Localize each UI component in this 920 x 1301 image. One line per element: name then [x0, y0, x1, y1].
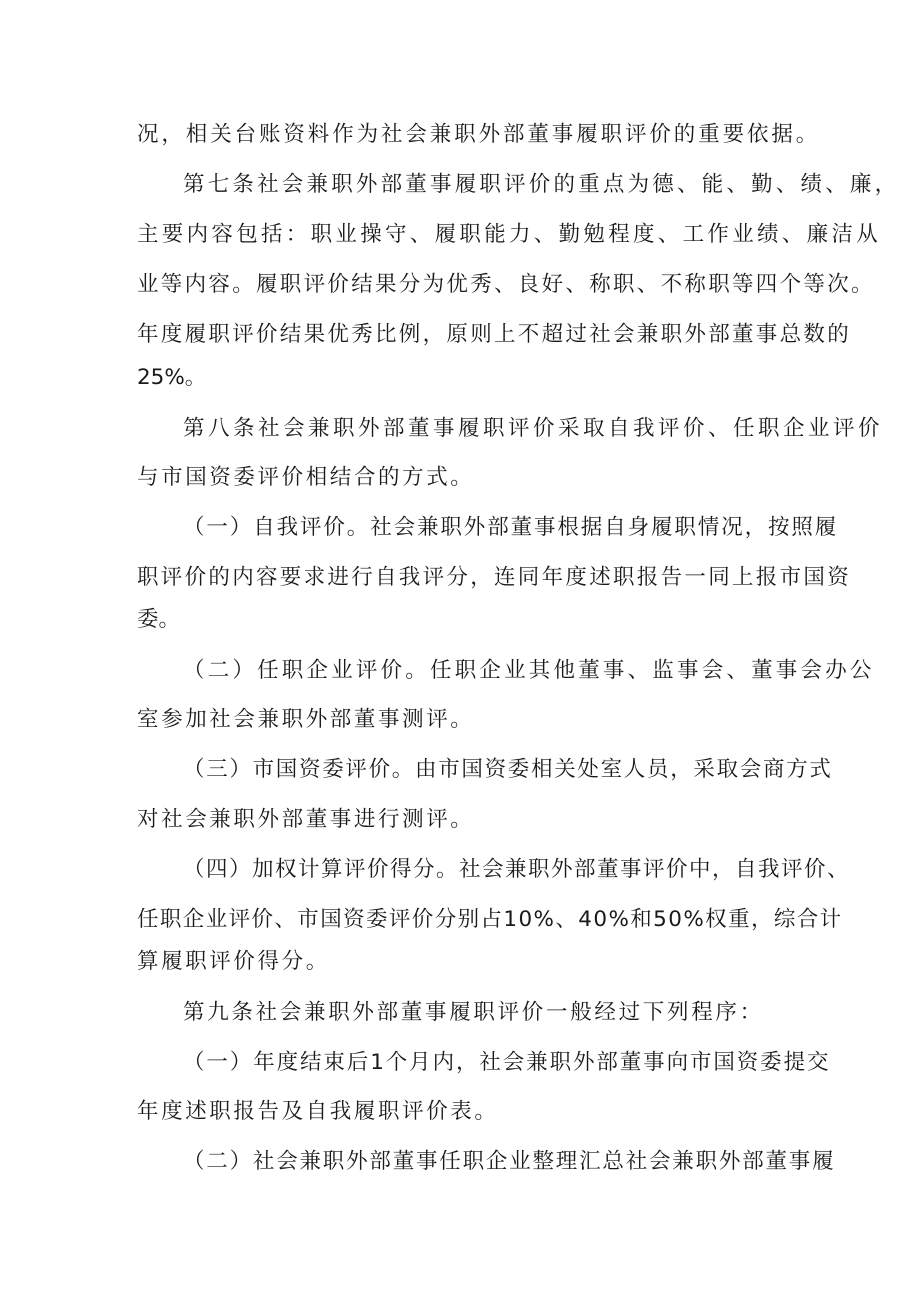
list-item-line: （一）自我评价。社会兼职外部董事根据自身履职情况，按照履: [183, 515, 839, 540]
paragraph-line: 况，相关台账资料作为社会兼职外部董事履职评价的重要依据。: [137, 122, 821, 147]
paragraph-line: 与市国资委评价相结合的方式。: [137, 465, 475, 490]
paragraph-line: 25%。: [137, 365, 207, 390]
paragraph-line: 主要内容包括：职业操守、履职能力、勤勉程度、工作业绩、廉洁从: [137, 222, 882, 247]
paragraph-line: 室参加社会兼职外部董事测评。: [137, 707, 475, 732]
article-8-heading-line: 第八条社会兼职外部董事履职评价采取自我评价、任职企业评价: [183, 416, 884, 441]
list-item-line: （一）年度结束后1个月内，社会兼职外部董事向市国资委提交: [183, 1050, 831, 1075]
paragraph-line: 任职企业评价、市国资委评价分别占10%、40%和50%权重，综合计: [137, 907, 843, 932]
paragraph-line: 年度履职评价结果优秀比例，原则上不超过社会兼职外部董事总数的: [137, 322, 852, 347]
paragraph-line: 业等内容。履职评价结果分为优秀、良好、称职、不称职等四个等次。: [137, 272, 875, 297]
paragraph-line: 算履职评价得分。: [137, 949, 330, 974]
article-9-heading-line: 第九条社会兼职外部董事履职评价一般经过下列程序：: [183, 1000, 764, 1025]
list-item-line: （二）任职企业评价。任职企业其他董事、监事会、董事会办公: [183, 658, 875, 683]
paragraph-line: 对社会兼职外部董事进行测评。: [137, 807, 475, 832]
list-item-line: （四）加权计算评价得分。社会兼职外部董事评价中，自我评价、: [183, 857, 851, 882]
article-7-heading-line: 第七条社会兼职外部董事履职评价的重点为德、能、勤、绩、廉，: [183, 172, 900, 197]
paragraph-line: 委。: [137, 607, 181, 632]
paragraph-line: 年度述职报告及自我履职评价表。: [137, 1099, 499, 1124]
paragraph-line: 职评价的内容要求进行自我评分，连同年度述职报告一同上报市国资: [137, 565, 852, 590]
list-item-line: （三）市国资委评价。由市国资委相关处室人员，采取会商方式: [183, 757, 833, 782]
list-item-line: （二）社会兼职外部董事任职企业整理汇总社会兼职外部董事履: [183, 1149, 836, 1174]
